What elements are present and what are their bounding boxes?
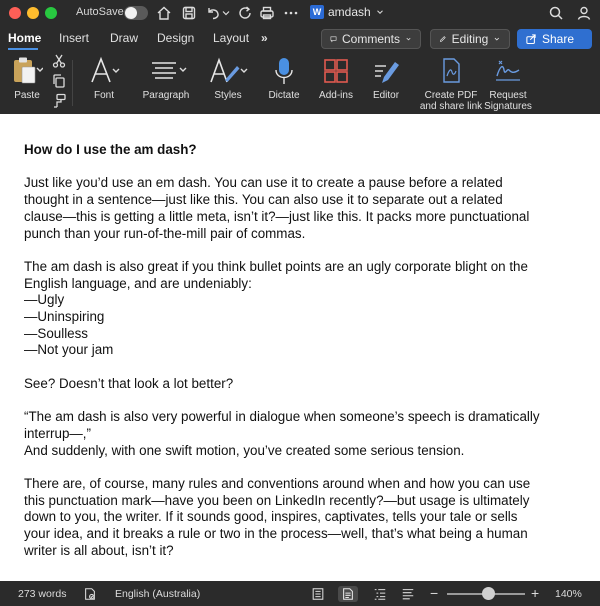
text-line[interactable]: this punctuation mark—have you been on LinkedIn recently?—but usage is ultimately <box>24 492 530 508</box>
copy-icon[interactable] <box>50 72 68 90</box>
zoom-window-button[interactable] <box>45 7 57 19</box>
ribbon-divider <box>72 60 73 106</box>
more-tabs-button[interactable]: » <box>261 31 268 45</box>
close-window-button[interactable] <box>9 7 21 19</box>
active-tab-indicator <box>8 48 38 50</box>
dictate-label: Dictate <box>268 90 300 101</box>
paste-button[interactable] <box>8 56 46 101</box>
zoom-slider-handle[interactable] <box>482 587 495 600</box>
pdf-link-icon <box>439 56 463 86</box>
comment-icon <box>330 33 337 45</box>
text-line[interactable]: interrup—,” <box>24 425 91 441</box>
styles-icon <box>208 56 248 86</box>
home-ribbon <box>0 52 600 114</box>
share-button[interactable] <box>517 29 592 49</box>
chevron-down-icon <box>375 7 385 17</box>
share-icon <box>525 33 537 45</box>
paragraph-label: Paragraph <box>142 90 190 101</box>
undo-dropdown-chevron-icon[interactable] <box>220 4 232 22</box>
text-line[interactable]: English language, and are undeniably: <box>24 275 252 291</box>
word-app-icon: W <box>310 5 324 19</box>
styles-label: Styles <box>214 90 242 101</box>
addins-grid-icon <box>323 56 349 86</box>
minimize-window-button[interactable] <box>27 7 39 19</box>
editor-pen-icon <box>372 56 400 86</box>
autosave-label: AutoSave <box>76 6 124 18</box>
accessibility-check-icon[interactable] <box>82 586 98 602</box>
chevron-down-icon <box>405 33 412 45</box>
zoom-in-button[interactable]: + <box>531 585 540 601</box>
tab-layout[interactable]: Layout <box>213 31 250 45</box>
word-count[interactable]: 273 words <box>18 588 67 600</box>
document-name: amdash <box>328 5 371 19</box>
language-indicator[interactable]: English (Australia) <box>115 588 201 600</box>
document-heading[interactable]: How do I use the am dash? <box>24 142 197 157</box>
text-line[interactable]: your idea, and it breaks a rule or two in the process—well, that’s what being a human <box>24 526 528 542</box>
editing-mode-button[interactable] <box>430 29 510 49</box>
editor-button[interactable] <box>366 56 406 101</box>
text-line[interactable]: The am dash is also great if you think bullet points are an ugly corporate blight on the <box>24 258 528 274</box>
status-bar <box>0 581 600 606</box>
pencil-icon <box>439 33 447 45</box>
request-signatures-label-1: Request <box>489 90 527 101</box>
document-name-menu[interactable] <box>310 5 385 19</box>
text-line[interactable]: See? Doesn’t that look a lot better? <box>24 375 234 391</box>
styles-button[interactable] <box>206 56 250 101</box>
document-page[interactable] <box>0 114 600 581</box>
text-line[interactable]: And suddenly, with one swift motion, you’ve created some serious tension. <box>24 442 465 458</box>
microphone-icon <box>272 56 296 86</box>
save-icon[interactable] <box>180 4 198 22</box>
paragraph-5[interactable] <box>24 476 576 560</box>
create-pdf-label-2: and share link <box>419 101 483 112</box>
text-line[interactable]: down to you, the writer. If it sounds good, inspires, captivates, tells your tale or sells <box>24 509 518 525</box>
tab-insert[interactable]: Insert <box>59 31 90 45</box>
text-line[interactable]: “The am dash is also very powerful in dialogue when someone’s speech is dramatically <box>24 409 540 425</box>
print-layout-icon[interactable] <box>338 586 358 602</box>
draft-view-icon[interactable] <box>400 586 416 602</box>
title-bar <box>0 0 600 26</box>
format-painter-icon[interactable] <box>50 92 68 110</box>
home-icon[interactable] <box>155 4 173 22</box>
paragraph-button[interactable] <box>140 56 192 101</box>
focus-view-icon[interactable] <box>310 586 326 602</box>
tab-draw[interactable]: Draw <box>110 31 139 45</box>
paragraph-1[interactable] <box>24 175 576 242</box>
account-icon[interactable] <box>575 4 593 22</box>
search-icon[interactable] <box>547 4 565 22</box>
list-item[interactable]: —Soulless <box>24 325 89 341</box>
editing-label: Editing <box>451 32 489 46</box>
paste-label: Paste <box>14 90 40 101</box>
create-pdf-label-1: Create PDF <box>424 90 478 101</box>
create-pdf-button[interactable] <box>420 56 482 112</box>
request-signatures-label-2: Signatures <box>484 101 532 112</box>
chevron-down-icon <box>493 33 501 45</box>
clipboard-icon <box>11 56 43 86</box>
text-line[interactable]: Just like you’d use an em dash. You can use it to create a pause before a related <box>24 175 503 191</box>
more-options-icon[interactable] <box>282 4 300 22</box>
font-icon <box>87 56 121 86</box>
addins-button[interactable] <box>314 56 358 101</box>
signature-icon <box>493 56 523 86</box>
tab-home[interactable]: Home <box>8 31 42 45</box>
list-item[interactable]: —Not your jam <box>24 342 114 358</box>
request-signatures-button[interactable] <box>484 56 532 112</box>
text-line[interactable]: punch than your run-of-the-mill pair of commas. <box>24 225 306 241</box>
paragraph-align-icon <box>144 56 188 86</box>
redo-icon[interactable] <box>236 4 254 22</box>
paragraph-3[interactable] <box>24 376 576 393</box>
editor-label: Editor <box>372 90 400 101</box>
text-line[interactable]: thought in a sentence—just like this. You can also use it to separate out a related <box>24 192 503 208</box>
document-body[interactable] <box>24 142 576 576</box>
text-line[interactable]: writer is all about, isn’t it? <box>24 542 174 558</box>
autosave-toggle[interactable] <box>124 6 148 20</box>
comments-button[interactable] <box>321 29 421 49</box>
tab-design[interactable]: Design <box>157 31 195 45</box>
print-icon[interactable] <box>258 4 276 22</box>
text-line[interactable]: clause—this is getting a little meta, isn’t it?—just like this. It packs more punctuational <box>24 208 530 224</box>
dictate-button[interactable] <box>264 56 304 101</box>
zoom-level[interactable]: 140% <box>555 588 582 600</box>
outline-view-icon[interactable] <box>372 586 388 602</box>
ribbon-tabs <box>0 26 600 52</box>
toggle-knob <box>125 7 137 19</box>
paragraph-4[interactable] <box>24 409 576 459</box>
font-button[interactable] <box>84 56 124 101</box>
zoom-out-button[interactable]: − <box>430 585 439 601</box>
share-label: Share <box>542 32 575 46</box>
font-label: Font <box>93 90 114 101</box>
list-item[interactable]: —Uninspiring <box>24 309 105 324</box>
text-line[interactable]: There are, of course, many rules and conventions around when and how you can use <box>24 475 531 491</box>
comments-label: Comments <box>341 32 400 46</box>
cut-icon[interactable] <box>50 52 68 70</box>
addins-label: Add-ins <box>319 90 353 101</box>
list-item[interactable]: —Ugly <box>24 292 65 308</box>
paragraph-2[interactable] <box>24 259 576 359</box>
